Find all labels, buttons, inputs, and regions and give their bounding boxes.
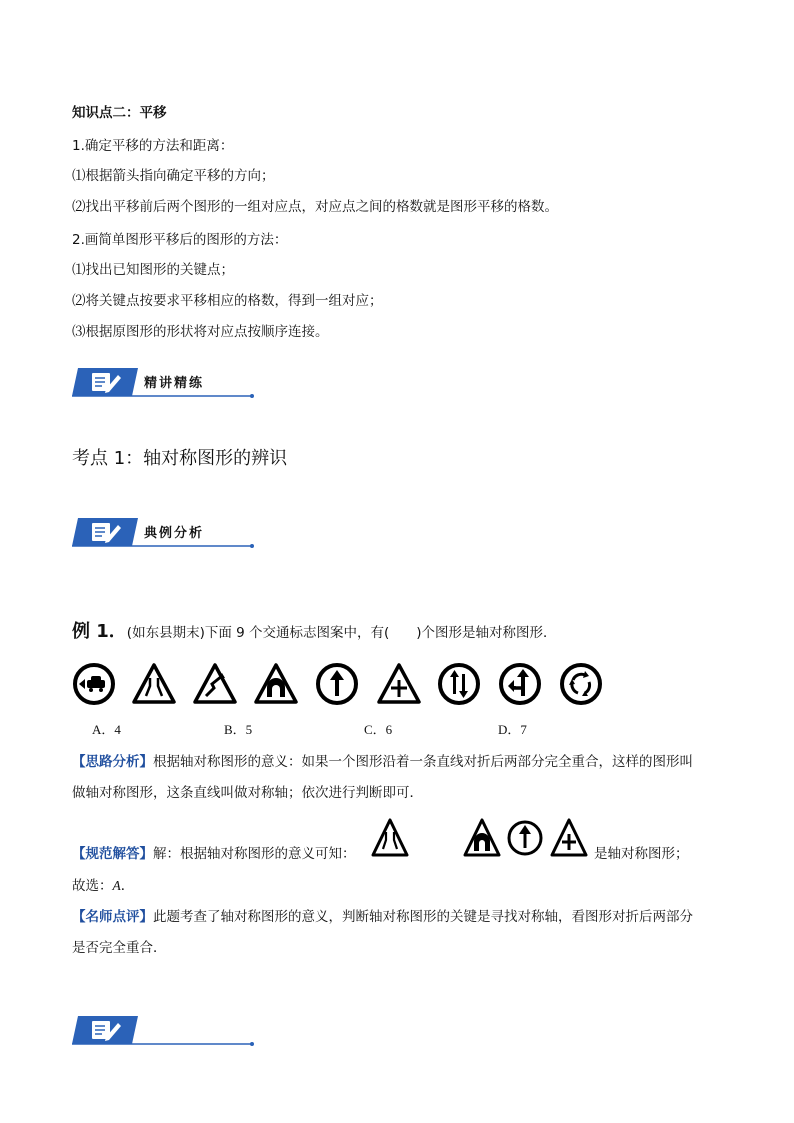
answer-line <box>72 844 356 864</box>
crossroad-sign-icon <box>376 662 422 706</box>
crossroad-sign-icon <box>550 818 588 858</box>
straight-or-left-sign-icon <box>498 662 542 706</box>
answer-choice-line <box>72 876 134 896</box>
comment-text: 此题考查了轴对称图形的意义，判断轴对称图形的关键是寻找对称轴，看图形对折后两部分 <box>153 909 693 925</box>
section-banner-jingjiang <box>72 366 252 398</box>
answer-suffix: 是轴对称图形； <box>594 846 689 862</box>
answer-tag: 【规范解答】 <box>72 846 153 862</box>
section-banner-empty <box>72 1014 252 1046</box>
text-line: ⑶根据原图形的形状将对应点按顺序连接。 <box>72 324 329 340</box>
text-line: ⑴根据箭头指向确定平移的方向； <box>72 168 275 184</box>
banner-label: 精讲精练 <box>144 376 205 391</box>
section-banner-dianli <box>72 516 252 548</box>
example-question <box>72 620 557 645</box>
road-narrows-sign-icon <box>371 818 409 858</box>
go-straight-sign-icon <box>315 662 359 706</box>
text-line: ⑵将关键点按要求平移相应的格数，得到一组对应； <box>72 293 383 309</box>
winding-road-sign-icon <box>192 662 238 706</box>
banner-graphic <box>72 1014 254 1046</box>
kaodian-title: 考点 1：轴对称图形的辨识 <box>72 448 288 469</box>
text-line: 1.确定平移的方法和距离： <box>72 138 234 154</box>
option-a: A．4 <box>92 722 121 737</box>
option-c: C．6 <box>364 722 393 737</box>
text-line: ⑴找出已知图形的关键点； <box>72 262 234 278</box>
tunnel-sign-icon <box>463 818 501 858</box>
two-way-traffic-sign-icon <box>437 662 481 706</box>
answer-text: 解：根据轴对称图形的意义可知： <box>153 846 356 862</box>
choice-suffix: ． <box>120 878 135 894</box>
text-line: 2.画简单图形平移后的图形的方法： <box>72 232 288 248</box>
go-straight-sign-icon <box>507 818 543 858</box>
no-car-right-sign-icon <box>72 662 116 706</box>
choice-letter: A <box>112 878 121 893</box>
example-prefix: 例 1． <box>72 621 127 642</box>
tunnel-sign-icon <box>253 662 299 706</box>
choice-prefix: 故选： <box>72 878 113 894</box>
option-b: B．5 <box>224 722 253 737</box>
roundabout-sign-icon <box>559 662 603 706</box>
analysis-line-2: 做轴对称图形，这条直线叫做对称轴；依次进行判断即可． <box>72 785 423 801</box>
road-narrows-sign-icon <box>131 662 177 706</box>
banner-label: 典例分析 <box>144 526 205 541</box>
section-heading: 知识点二：平移 <box>72 105 167 121</box>
comment-line-1 <box>72 907 693 927</box>
analysis-text: 根据轴对称图形的意义：如果一个图形沿着一条直线对折后两部分完全重合，这样的图形叫 <box>153 754 693 770</box>
analysis-tag: 【思路分析】 <box>72 754 153 770</box>
option-d: D．7 <box>498 722 527 737</box>
analysis-line-1 <box>72 752 693 772</box>
comment-tag: 【名师点评】 <box>72 909 153 925</box>
example-text: (如东县期末)下面 9 个交通标志图案中，有( )个图形是轴对称图形． <box>126 625 557 641</box>
comment-line-2: 是否完全重合． <box>72 940 167 956</box>
text-line: ⑵找出平移前后两个图形的一组对应点，对应点之间的格数就是图形平移的格数。 <box>72 199 558 215</box>
